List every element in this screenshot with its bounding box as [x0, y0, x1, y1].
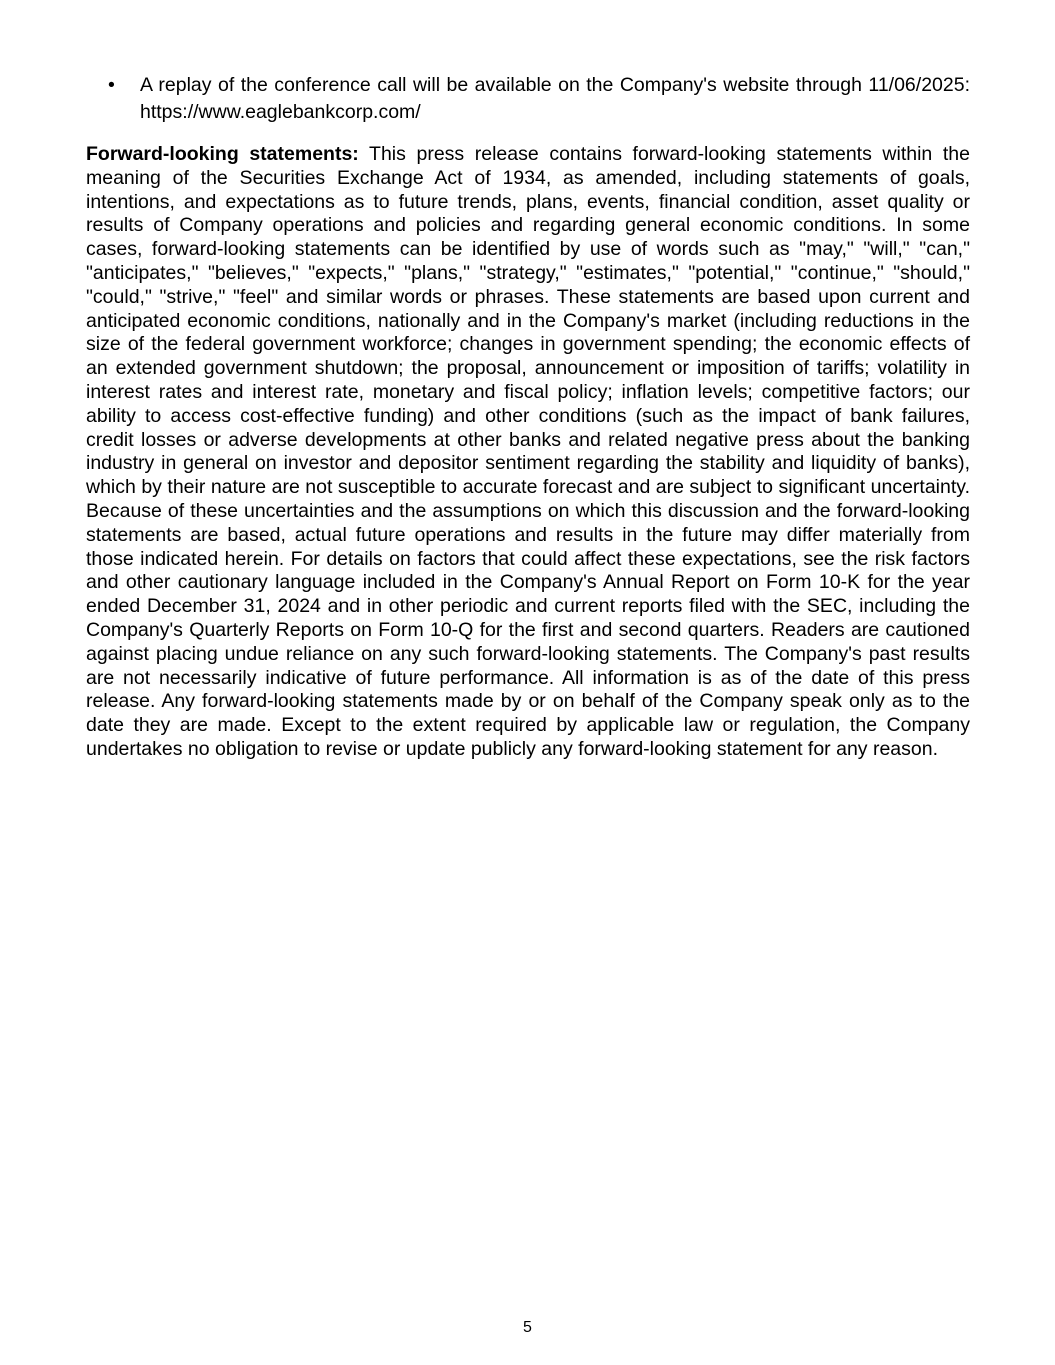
- document-body: [86, 72, 970, 762]
- forward-looking-body: This press release contains forward-looking statements within the meaning of the Securities Exchange Act of 1934, as amended, including statements of goals, intentions, and expectations as to future trends, plans, events, financial condition, asset quality or results of Company operations and policies and regarding general economic conditions. In some cases, forward-looking statements can be identified by use of words such as "may," "will," "can," "anticipates," "believes," "expects," "plans," "strategy," "estimates," "potential," "continue," "should," "could," "strive," "feel" and similar words or phrases. These statements are based upon current and anticipated economic conditions, nationally and in the Company's market (including reductions in the size of the federal government workforce; changes in government spending; the economic effects of an extended government shutdown; the proposal, announcement or imposition of tariffs; volatility in interest rates and interest rate, monetary and fiscal policy; inflation levels; competitive factors; our ability to access cost-effective funding) and other conditions (such as the impact of bank failures, credit losses or adverse developments at other banks and related negative press about the banking industry in general on investor and depositor sentiment regarding the stability and liquidity of banks), which by their nature are not susceptible to accurate forecast and are subject to significant uncertainty. Because of these uncertainties and the assumptions on which this discussion and the forward-looking statements are based, actual future operations and results in the future may differ materially from those indicated herein. For details on factors that could affect these expectations, see the risk factors and other cautionary language included in the Company's Annual Report on Form 10-K for the year ended December 31, 2024 and in other periodic and current reports filed with the SEC, including the Company's Quarterly Reports on Form 10-Q for the first and second quarters. Readers are cautioned against placing undue reliance on any such forward-looking statements. The Company's past results are not necessarily indicative of future performance. All information is as of the date of this press release. Any forward-looking statements made by or on behalf of the Company speak only as to the date they are made. Except to the extent required by applicable law or regulation, the Company undertakes no obligation to revise or update publicly any forward-looking statement for any reason.: [86, 143, 970, 760]
- list-item: [86, 72, 970, 126]
- forward-looking-heading: Forward-looking statements:: [86, 143, 359, 165]
- forward-looking-paragraph: [86, 143, 970, 762]
- bullet-list: [86, 72, 970, 126]
- bullet-marker: •: [108, 74, 115, 96]
- page-number: 5: [523, 1319, 532, 1336]
- conference-replay-text: A replay of the conference call will be available on the Company's website through 11/06/2025: https://www.eaglebankcorp.com/: [140, 74, 970, 123]
